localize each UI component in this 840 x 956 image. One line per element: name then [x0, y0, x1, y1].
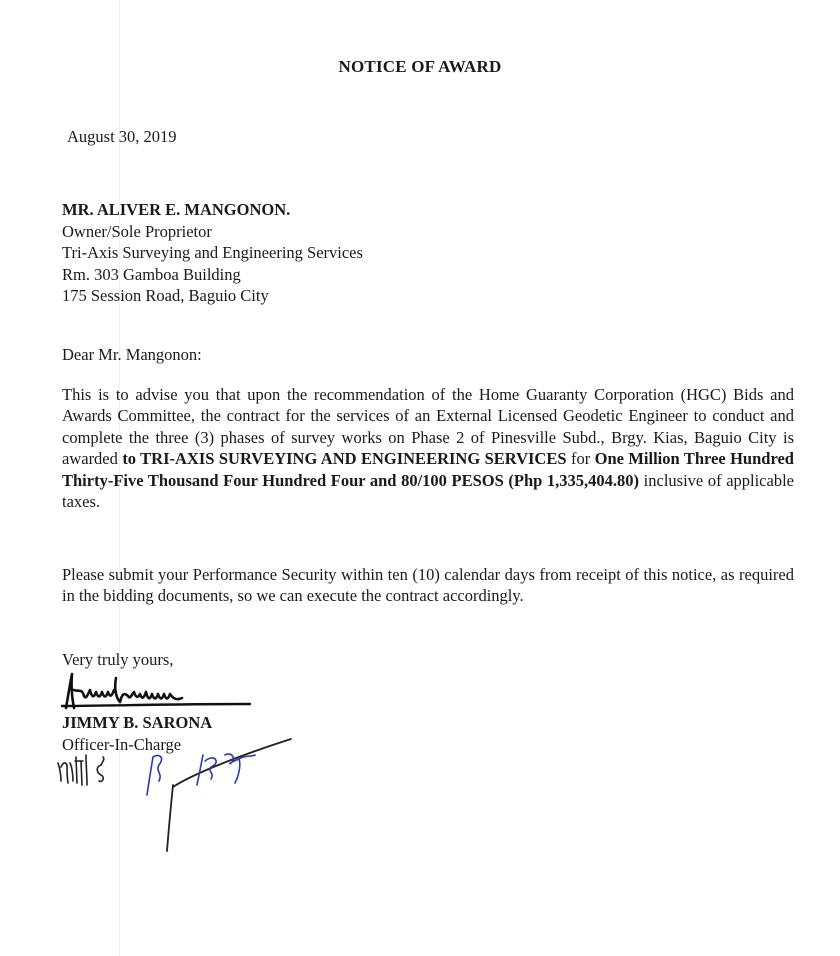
handwritten-signature — [58, 668, 258, 716]
signer-name: JIMMY B. SARONA — [62, 713, 213, 732]
performance-security-paragraph: Please submit your Performance Security within ten (10) calendar days from receipt of this notice, as required in the bidding documents, so we can execute the contract accordingly. — [62, 565, 794, 606]
addressee-block — [62, 199, 363, 307]
award-bold-awardee: to TRI-AXIS SURVEYING AND ENGINEERING SERVICES — [122, 449, 567, 469]
addressee-name: MR. ALIVER E. MANGONON. — [62, 200, 291, 219]
award-text-1: This is to advise you that upon the recommendation of the Home Guaranty Corporation (HGC) Bids and Awards Committee, the contract for the services of an External Licensed Geodetic Engineer to conduct and complete the three (3) phases of survey works on Phase 2 of Pinesville Subd., Brgy. Kias, Baguio City is awarded — [62, 385, 794, 469]
addressee-position: Owner/Sole Proprietor — [62, 221, 212, 241]
award-text-2: for — [566, 449, 595, 469]
addressee-address-line2: 175 Session Road, Baguio City — [62, 286, 269, 305]
document-title: NOTICE OF AWARD — [338, 57, 502, 76]
salutation: Dear Mr. Mangonon: — [62, 345, 202, 364]
award-text-3: inclusive of applicable taxes. — [62, 470, 794, 512]
addressee-company: Tri-Axis Surveying and Engineering Services — [62, 243, 363, 262]
addressee-address-line1: Rm. 303 Gamboa Building — [62, 264, 241, 284]
closing: Very truly yours, — [62, 650, 174, 669]
award-bold-amount: One Million Three Hundred Thirty-Five Thousand Four Hundred Four and 80/100 PESOS (Php 1,335,404.80) — [62, 449, 794, 490]
letter-date: August 30, 2019 — [67, 127, 177, 146]
signer-title: Officer-In-Charge — [62, 735, 182, 754]
award-paragraph — [62, 384, 794, 512]
handwritten-initials — [55, 735, 300, 860]
